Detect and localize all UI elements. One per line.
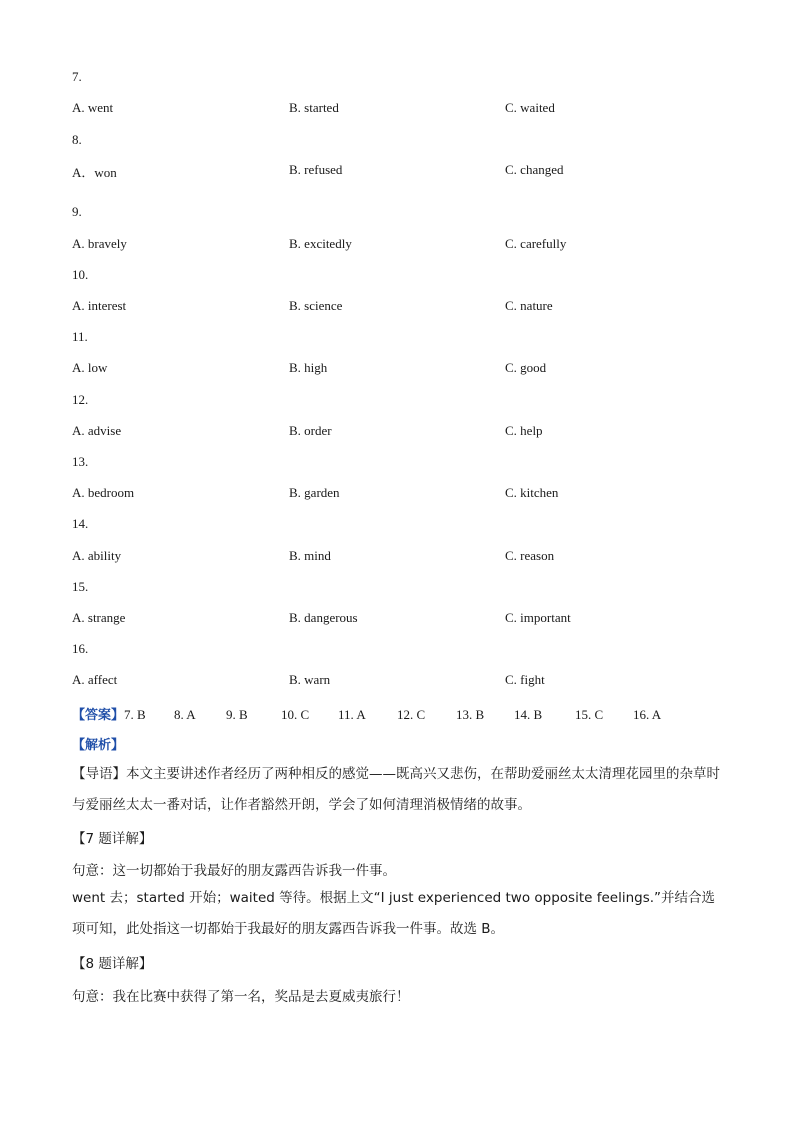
option-c: C. reason — [505, 548, 555, 563]
option-c: C. carefully — [505, 236, 567, 251]
question-number: 11. — [72, 329, 88, 344]
question-number: 10. — [72, 267, 89, 282]
answer-item: 12. C — [397, 707, 426, 722]
option-b: B. started — [289, 100, 339, 115]
q7-heading: 【7 题详解】 — [72, 831, 153, 847]
option-a: A. interest — [72, 298, 127, 313]
q8-sentence: 句意：我在比赛中获得了第一名，奖品是去夏威夷旅行！ — [72, 989, 410, 1005]
analysis-tag: 【解析】 — [72, 738, 125, 753]
option-c: C. important — [505, 610, 571, 625]
option-a: A. ability — [72, 548, 122, 563]
question-number: 7. — [72, 69, 82, 84]
option-c: C. kitchen — [505, 485, 559, 500]
lead-paragraph: 【导语】本文主要讲述作者经历了两种相反的感觉——既高兴又悲伤，在帮助爱丽丝太太清理花园里的杂草时与爱丽丝太太一番对话，让作者豁然开朗，学会了如何清理消极情绪的故事。 — [72, 766, 720, 813]
option-c: C. good — [505, 360, 547, 375]
option-b: B. refused — [289, 162, 343, 177]
option-c: C. changed — [505, 162, 564, 177]
answer-key — [72, 704, 661, 723]
option-b: B. science — [289, 298, 343, 313]
answer-item: 11. A — [338, 707, 366, 722]
answer-item: 10. C — [281, 707, 310, 722]
option-a: A. bravely — [72, 236, 127, 251]
option-b: B. warn — [289, 672, 331, 687]
question-number: 14. — [72, 516, 89, 531]
option-a: A．won — [72, 165, 117, 180]
option-b: B. dangerous — [289, 610, 358, 625]
option-b: B. garden — [289, 485, 340, 500]
q7-explanation: went 去；started 开始；waited 等待。根据上文“I just experienced two opposite feelings.”并结合选项可知，此处指这一切都始于我最好的朋友露西告诉我一件事。故选 B。 — [72, 890, 716, 937]
answer-item: 13. B — [456, 707, 485, 722]
option-a: A. bedroom — [72, 485, 135, 500]
option-b: B. mind — [289, 548, 331, 563]
answer-item: 7. B — [124, 707, 146, 722]
option-a: A. advise — [72, 423, 122, 438]
answer-item: 15. C — [575, 707, 604, 722]
option-a: A. went — [72, 100, 114, 115]
answer-item: 16. A — [633, 707, 662, 722]
option-a: A. low — [72, 360, 108, 375]
option-b: B. high — [289, 360, 328, 375]
q8-heading: 【8 题详解】 — [72, 956, 153, 972]
option-b: B. excitedly — [289, 236, 352, 251]
option-a: A. strange — [72, 610, 126, 625]
option-a: A. affect — [72, 672, 118, 687]
question-number: 12. — [72, 392, 89, 407]
answer-item: 14. B — [514, 707, 543, 722]
question-number: 15. — [72, 579, 89, 594]
question-number: 8. — [72, 132, 82, 147]
answer-tag: 【答案】 — [72, 708, 125, 723]
question-number: 9. — [72, 204, 82, 219]
answer-item: 8. A — [174, 707, 196, 722]
option-c: C. fight — [505, 672, 545, 687]
option-c: C. waited — [505, 100, 555, 115]
option-c: C. help — [505, 423, 543, 438]
option-c: C. nature — [505, 298, 553, 313]
question-number: 13. — [72, 454, 89, 469]
question-number: 16. — [72, 641, 89, 656]
answer-item: 9. B — [226, 707, 248, 722]
option-b: B. order — [289, 423, 332, 438]
q7-sentence: 句意：这一切都始于我最好的朋友露西告诉我一件事。 — [72, 863, 396, 879]
